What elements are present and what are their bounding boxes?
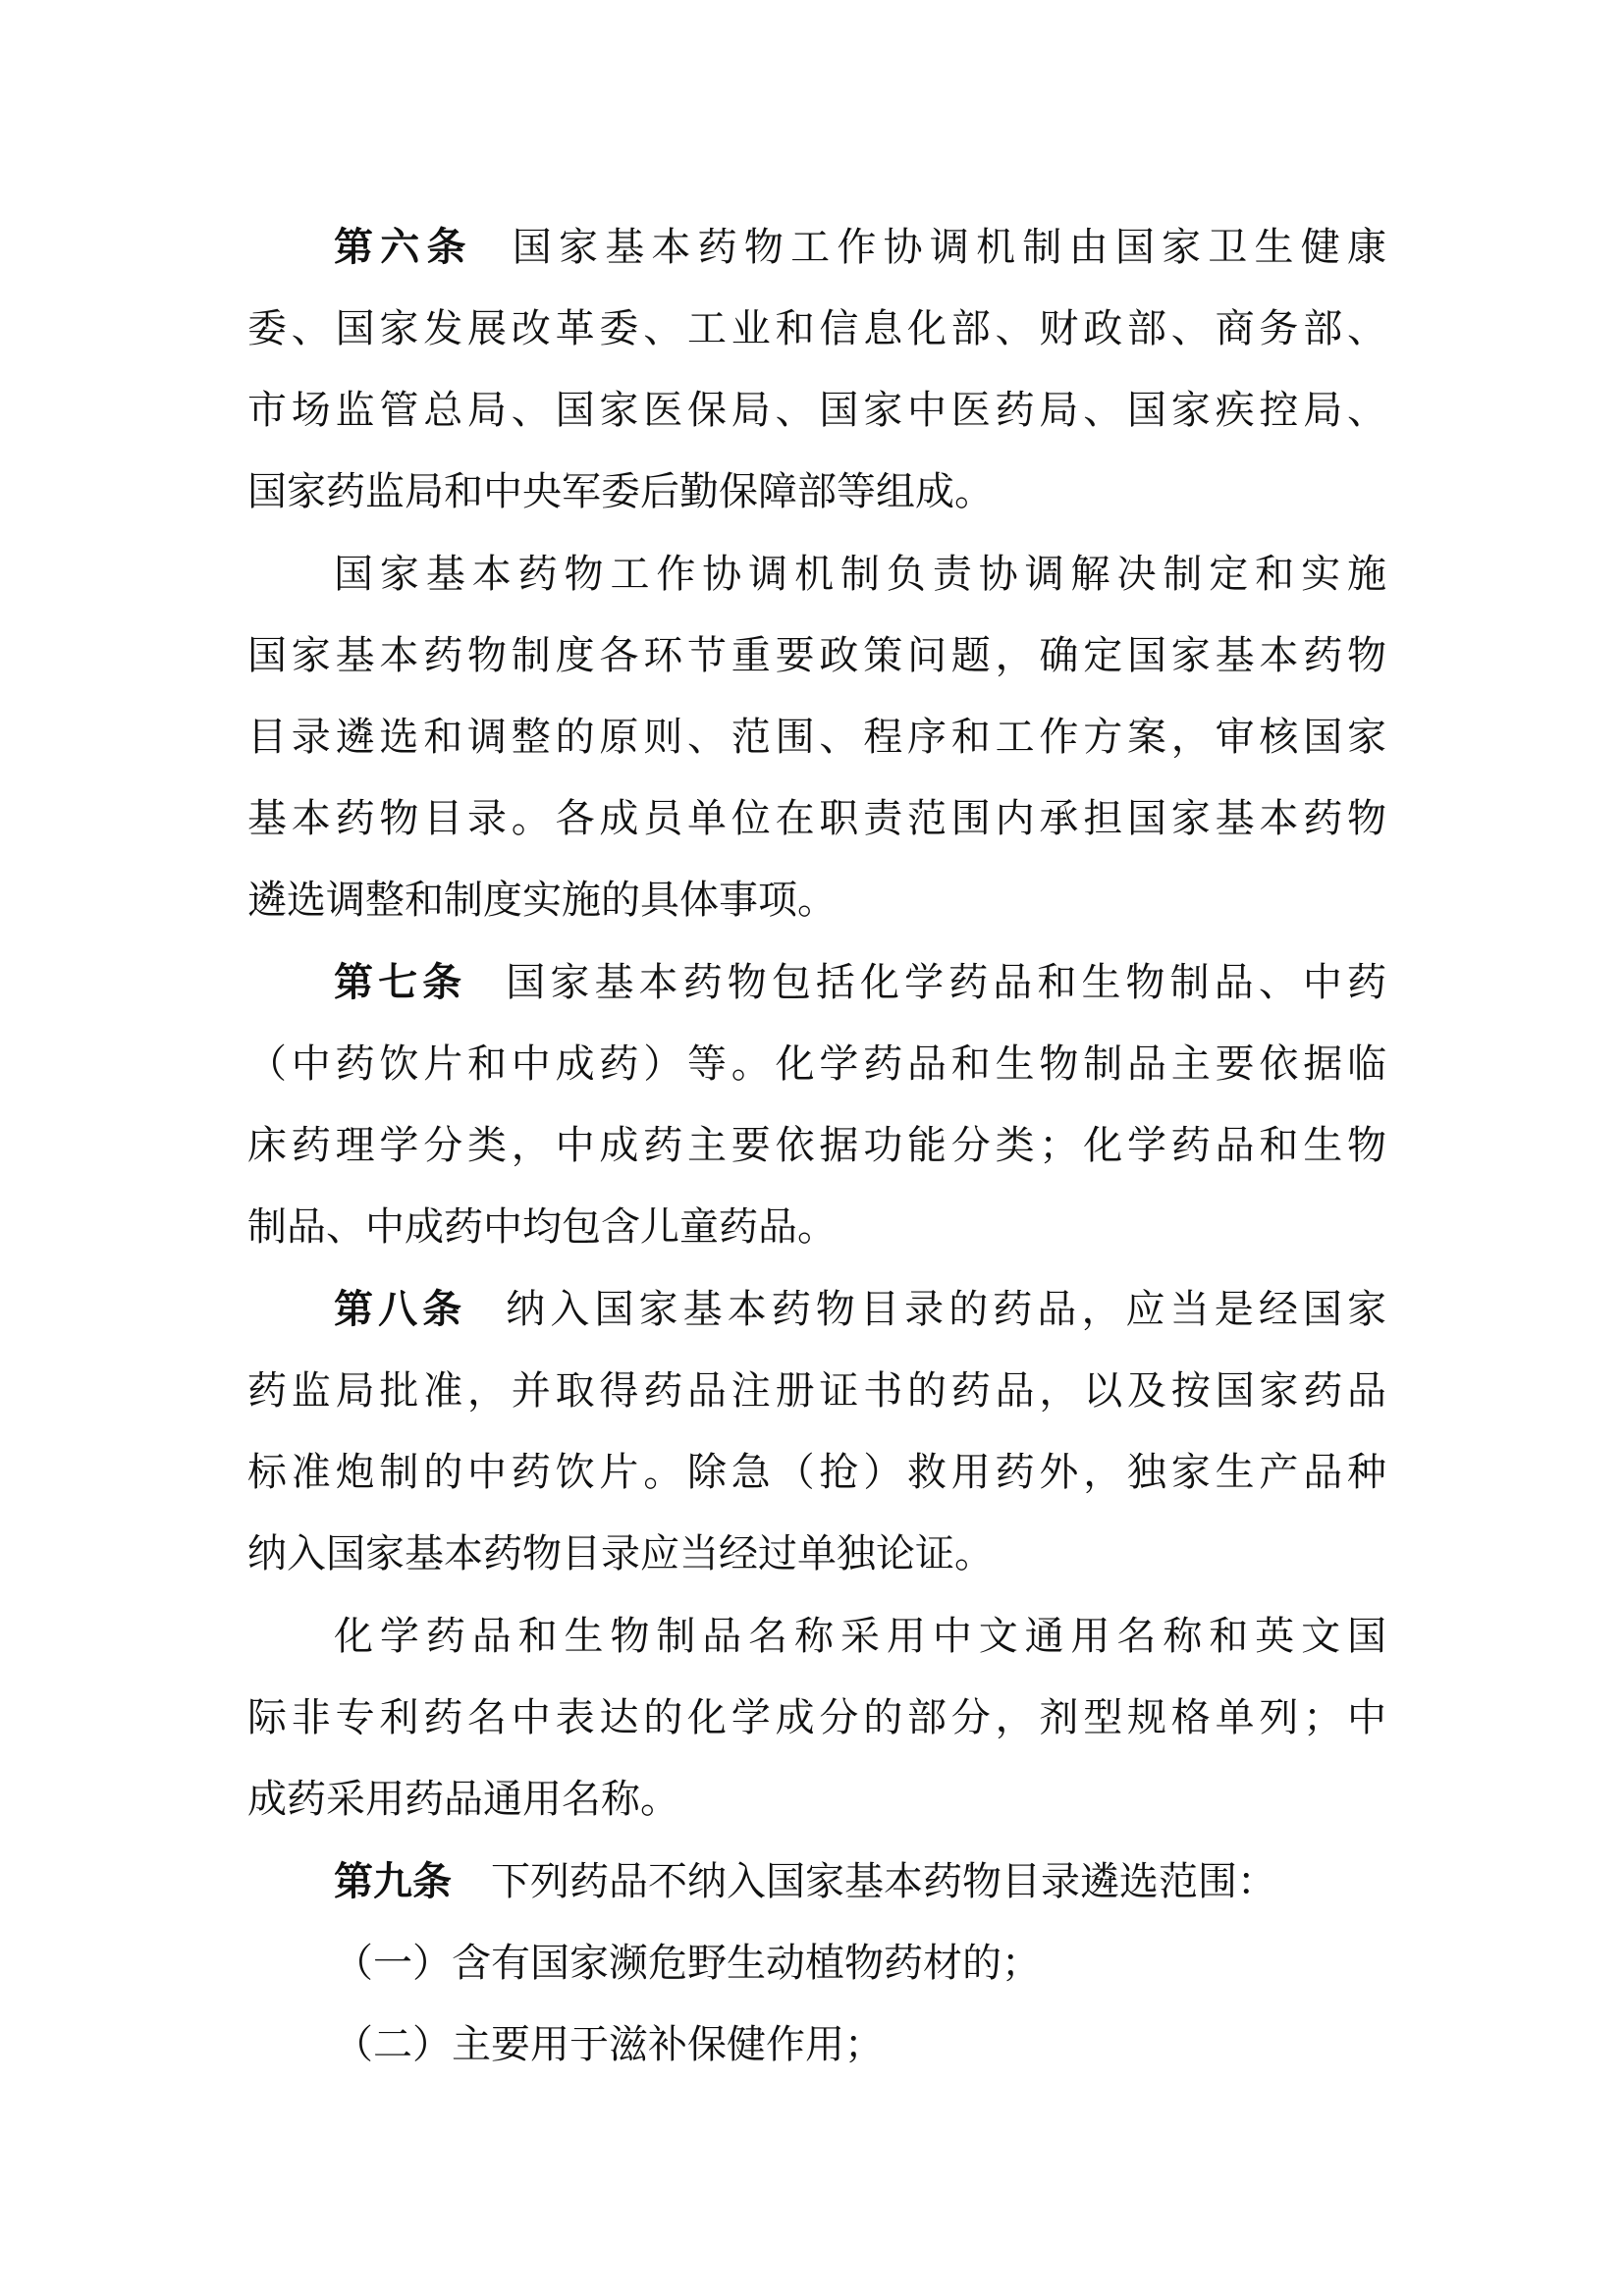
article-7-line-3: 床药理学分类，中成药主要依据功能分类；化学药品和生物 [247, 1123, 1386, 1168]
article-6-line-4: 国家药监局和中央军委后勤保障部等组成。 [247, 469, 994, 514]
article-8-text: 纳入国家基本药物目录的药品，应当是经国家 [506, 1287, 1387, 1332]
article-7-heading: 第七条 [334, 960, 467, 1005]
article-7-line-2: （中药饮片和中成药）等。化学药品和生物制品主要依据临 [247, 1041, 1386, 1087]
article-6-line-3: 市场监管总局、国家医保局、国家中医药局、国家疾控局、 [247, 388, 1386, 433]
article-6-line-1 [334, 217, 1386, 278]
article-8-para2-line-3: 成药采用药品通用名称。 [247, 1777, 679, 1822]
article-6-para2-line-3: 目录遴选和调整的原则、范围、程序和工作方案，审核国家 [247, 715, 1386, 760]
article-9-item-2: （二）主要用于滋补保健作用； [334, 2022, 884, 2067]
article-6-para2-line-1: 国家基本药物工作协调机制负责协调解决制定和实施 [334, 552, 1386, 597]
article-6-heading: 第六条 [334, 225, 473, 270]
article-9-heading: 第九条 [334, 1859, 452, 1904]
article-8-line-1 [334, 1279, 1386, 1340]
article-8-para2-line-1: 化学药品和生物制品名称采用中文通用名称和英文国 [334, 1614, 1386, 1659]
article-9-line-1 [334, 1851, 1386, 1912]
article-6-line-2: 委、国家发展改革委、工业和信息化部、财政部、商务部、 [247, 306, 1386, 351]
article-8-para2-line-2: 际非专利药名中表达的化学成分的部分，剂型规格单列；中 [247, 1695, 1386, 1740]
article-6-para2-line-5: 遴选调整和制度实施的具体事项。 [247, 878, 837, 923]
article-6-para2-line-2: 国家基本药物制度各环节重要政策问题，确定国家基本药物 [247, 633, 1386, 678]
article-9-text: 下列药品不纳入国家基本药物目录遴选范围： [491, 1859, 1276, 1904]
article-8-line-3: 标准炮制的中药饮片。除急（抢）救用药外，独家生产品种 [247, 1450, 1386, 1495]
article-7-line-1 [334, 952, 1386, 1013]
article-9-item-1: （一）含有国家濒危野生动植物药材的； [334, 1941, 1041, 1986]
article-6-para2-line-4: 基本药物目录。各成员单位在职责范围内承担国家基本药物 [247, 796, 1386, 841]
article-8-line-2: 药监局批准，并取得药品注册证书的药品，以及按国家药品 [247, 1368, 1386, 1414]
article-8-line-4: 纳入国家基本药物目录应当经过单独论证。 [247, 1531, 994, 1576]
article-6-text: 国家基本药物工作协调机制由国家卫生健康 [512, 225, 1387, 270]
article-8-heading: 第八条 [334, 1287, 467, 1332]
article-7-line-4: 制品、中成药中均包含儿童药品。 [247, 1204, 837, 1250]
article-7-text: 国家基本药物包括化学药品和生物制品、中药 [506, 960, 1387, 1005]
